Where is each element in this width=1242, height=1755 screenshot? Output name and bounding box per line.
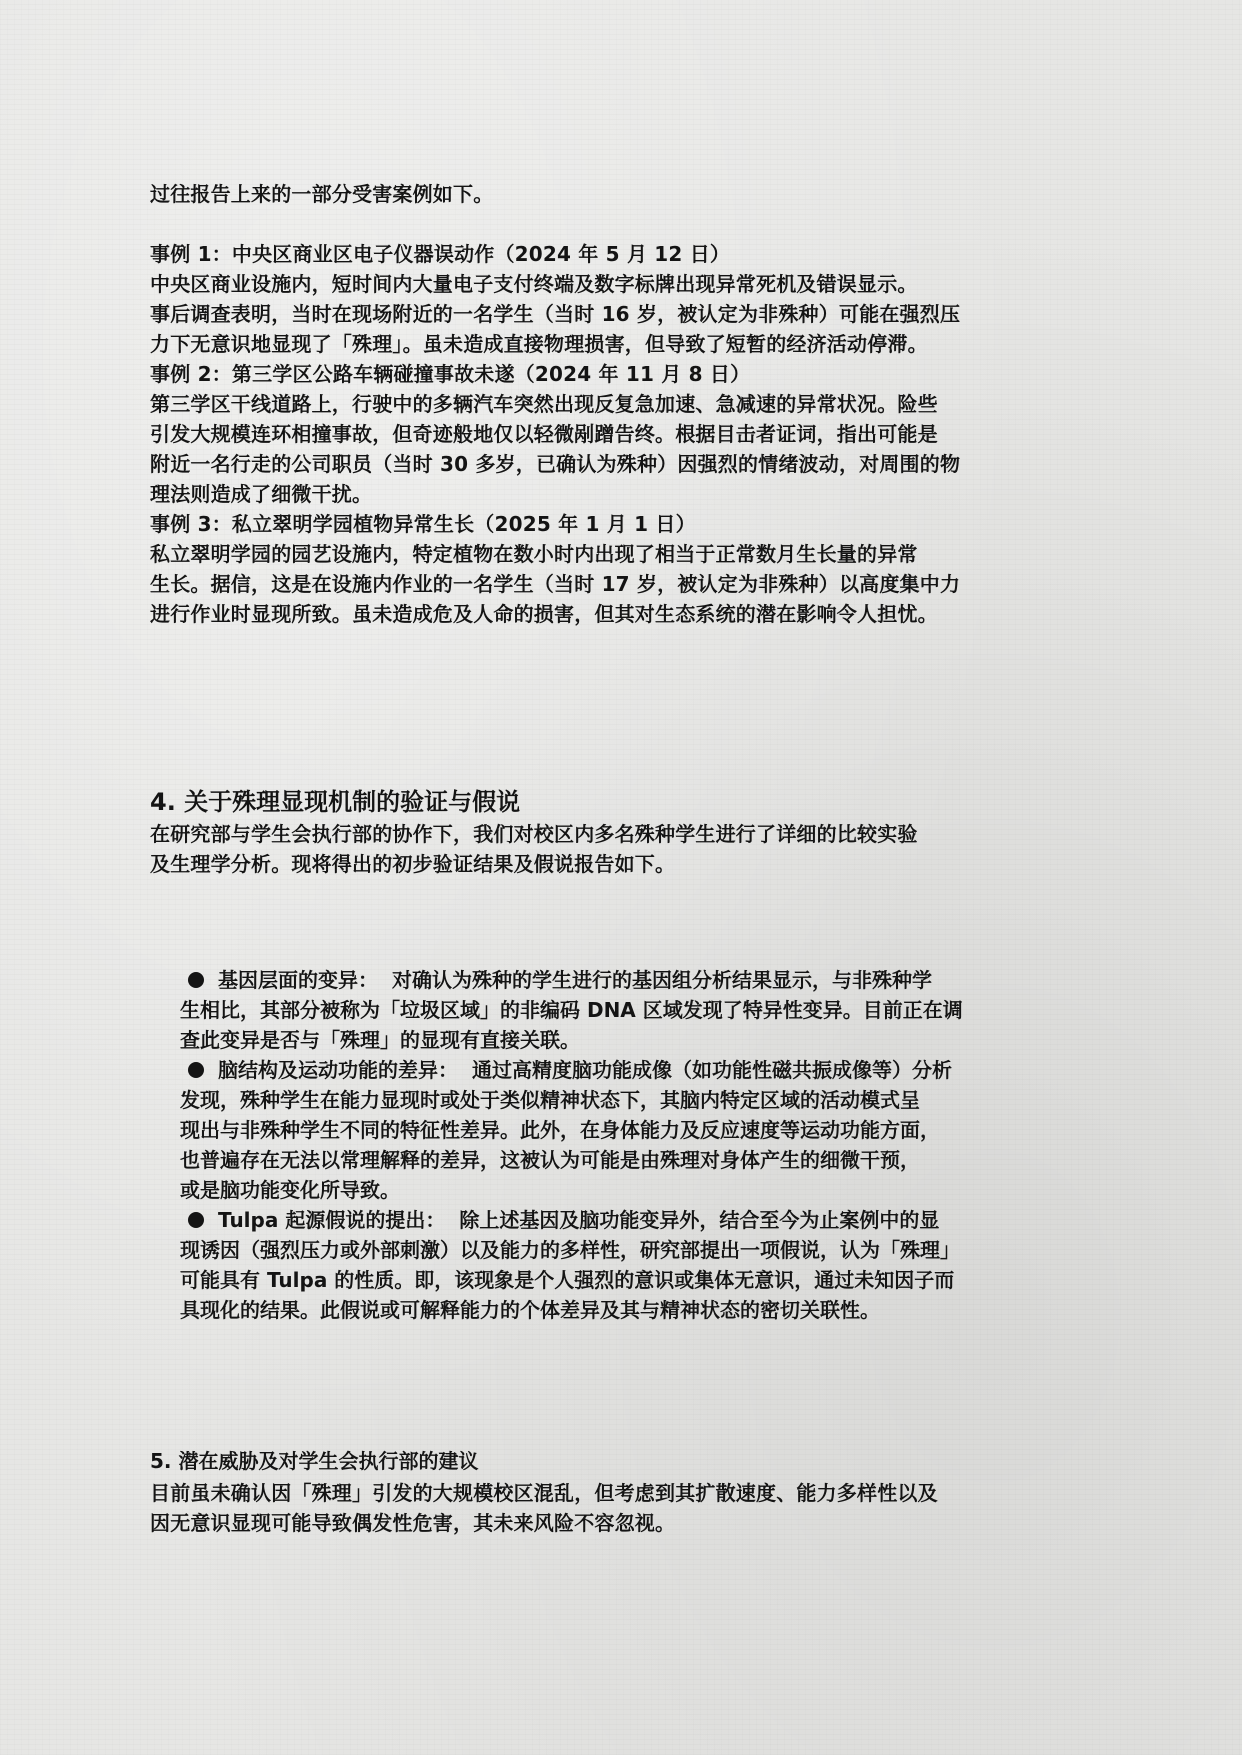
bullet-title: Tulpa 起源假说的提出： xyxy=(218,1208,446,1232)
section-5-body xyxy=(150,1478,1100,1538)
bullet-item-brain xyxy=(180,1055,1100,1205)
case-1-title: 事例 1：中央区商业区电子仪器误动作（2024 年 5 月 12 日） xyxy=(150,242,731,266)
bullet-text: 现出与非殊种学生不同的特征性差异。此外，在身体能力及反应速度等运动功能方面， xyxy=(180,1118,940,1142)
case-2-line: 理法则造成了细微干扰。 xyxy=(150,482,373,506)
bullet-title: 脑结构及运动功能的差异： xyxy=(218,1058,458,1082)
section-4-line: 在研究部与学生会执行部的协作下，我们对校区内多名殊种学生进行了详细的比较实验 xyxy=(150,822,918,846)
intro-paragraph xyxy=(150,179,1100,209)
bullet-text: 发现，殊种学生在能力显现时或处于类似精神状态下，其脑内特定区域的活动模式呈 xyxy=(180,1088,920,1112)
case-3-line: 进行作业时显现所致。虽未造成危及人命的损害，但其对生态系统的潜在影响令人担忧。 xyxy=(150,602,938,626)
intro-text: 过往报告上来的一部分受害案例如下。 xyxy=(150,182,494,206)
bullet-text: 可能具有 Tulpa 的性质。即，该现象是个人强烈的意识或集体无意识，通过未知因子而 xyxy=(180,1268,955,1292)
section-5-line: 因无意识显现可能导致偶发性危害，其未来风险不容忽视。 xyxy=(150,1511,676,1535)
section-4-intro xyxy=(150,819,1100,879)
section-4-line: 及生理学分析。现将得出的初步验证结果及假说报告如下。 xyxy=(150,852,676,876)
bullet-item-tulpa xyxy=(180,1205,1100,1325)
section-5-line: 目前虽未确认因「殊理」引发的大规模校区混乱，但考虑到其扩散速度、能力多样性以及 xyxy=(150,1481,938,1505)
case-3-line: 私立翠明学园的园艺设施内，特定植物在数小时内出现了相当于正常数月生长量的异常 xyxy=(150,542,918,566)
case-1-line: 事后调查表明，当时在现场附近的一名学生（当时 16 岁，被认定为非殊种）可能在强烈压 xyxy=(150,302,961,326)
bullet-dot-icon xyxy=(188,1212,204,1228)
bullet-text: 具现化的结果。此假说或可解释能力的个体差异及其与精神状态的密切关联性。 xyxy=(180,1298,880,1322)
bullet-text: 生相比，其部分被称为「垃圾区域」的非编码 DNA 区域发现了特异性变异。目前正在调 xyxy=(180,998,963,1022)
case-3-line: 生长。据信，这是在设施内作业的一名学生（当时 17 岁，被认定为非殊种）以高度集中力 xyxy=(150,572,961,596)
case-2-line: 第三学区干线道路上，行驶中的多辆汽车突然出现反复急加速、急减速的异常状况。险些 xyxy=(150,392,938,416)
section-5-heading: 5. 潜在威胁及对学生会执行部的建议 xyxy=(150,1449,479,1473)
case-2-title: 事例 2：第三学区公路车辆碰撞事故未遂（2024 年 11 月 8 日） xyxy=(150,362,751,386)
case-3-title: 事例 3：私立翠明学园植物异常生长（2025 年 1 月 1 日） xyxy=(150,512,696,536)
case-2-line: 附近一名行走的公司职员（当时 30 多岁，已确认为殊种）因强烈的情绪波动，对周围的物 xyxy=(150,452,961,476)
bullet-text: 或是脑功能变化所导致。 xyxy=(180,1178,400,1202)
case-1-line: 中央区商业设施内，短时间内大量电子支付终端及数字标牌出现异常死机及错误显示。 xyxy=(150,272,918,296)
bullet-item-gene xyxy=(180,965,1100,1055)
bullet-text: 通过高精度脑功能成像（如功能性磁共振成像等）分析 xyxy=(472,1058,952,1082)
bullet-title: 基因层面的变异： xyxy=(218,968,378,992)
case-2-line: 引发大规模连环相撞事故，但奇迹般地仅以轻微剐蹭告终。根据目击者证词，指出可能是 xyxy=(150,422,938,446)
section-4-heading: 4. 关于殊理显现机制的验证与假说 xyxy=(150,788,521,816)
bullet-text: 现诱因（强烈压力或外部刺激）以及能力的多样性，研究部提出一项假说，认为「殊理」 xyxy=(180,1238,960,1262)
bullet-dot-icon xyxy=(188,972,204,988)
bullet-text: 对确认为殊种的学生进行的基因组分析结果显示，与非殊种学 xyxy=(392,968,932,992)
bullet-text: 查此变异是否与「殊理」的显现有直接关联。 xyxy=(180,1028,580,1052)
bullet-text: 也普遍存在无法以常理解释的差异，这被认为可能是由殊理对身体产生的细微干预， xyxy=(180,1148,920,1172)
case-list xyxy=(150,239,1100,629)
bullet-dot-icon xyxy=(188,1062,204,1078)
case-1-line: 力下无意识地显现了「殊理」。虽未造成直接物理损害，但导致了短暂的经济活动停滞。 xyxy=(150,332,928,356)
bullet-text: 除上述基因及脑功能变异外，结合至今为止案例中的显 xyxy=(459,1208,940,1232)
